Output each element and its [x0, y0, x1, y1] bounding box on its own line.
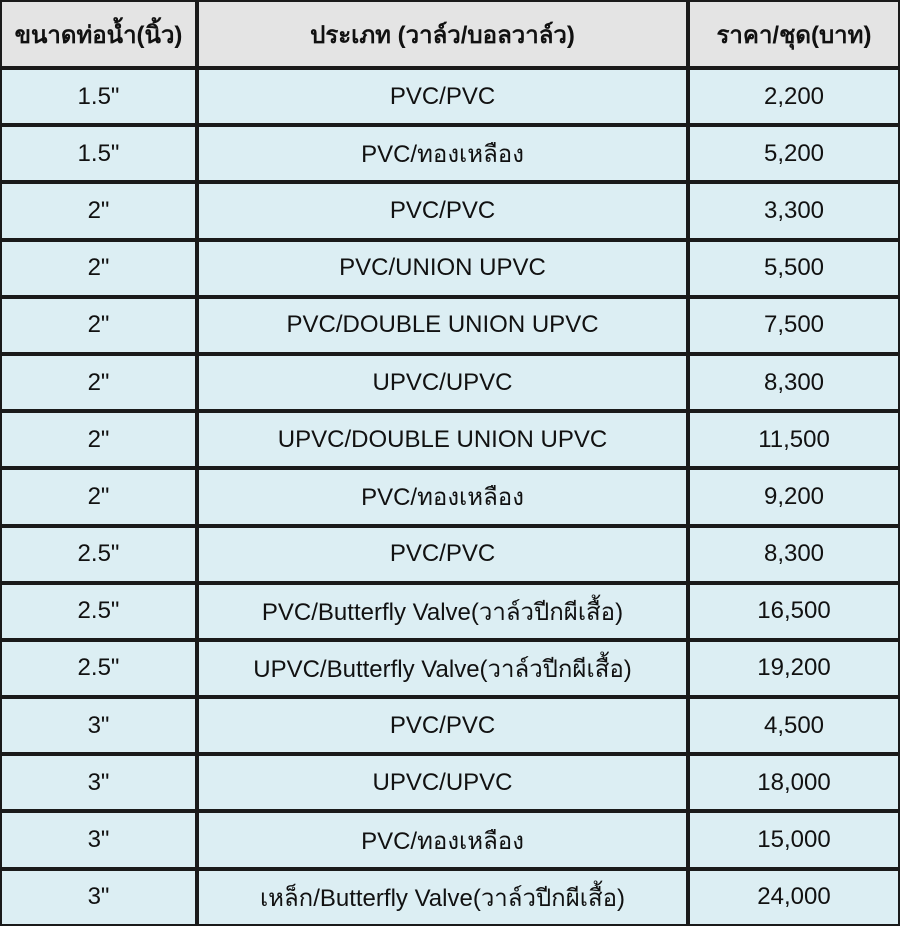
valve-type-cell: UPVC/UPVC	[197, 754, 688, 811]
valve-type-cell: PVC/UNION UPVC	[197, 240, 688, 297]
price-cell: 19,200	[688, 640, 900, 697]
valve-type-cell: PVC/ทองเหลือง	[197, 811, 688, 868]
pipe-size-cell: 3"	[0, 697, 197, 754]
valve-type-cell: PVC/ทองเหลือง	[197, 125, 688, 182]
table-row	[0, 811, 900, 868]
table-row	[0, 869, 900, 926]
price-cell: 16,500	[688, 583, 900, 640]
valve-type-cell: PVC/ทองเหลือง	[197, 468, 688, 525]
pipe-size-cell: 3"	[0, 754, 197, 811]
pipe-size-cell: 3"	[0, 811, 197, 868]
pipe-size-cell: 2"	[0, 240, 197, 297]
header-pipe-size: ขนาดท่อน้ำ(นิ้ว)	[0, 0, 197, 68]
table-row	[0, 697, 900, 754]
valve-type-cell: UPVC/UPVC	[197, 354, 688, 411]
pipe-size-cell: 2"	[0, 297, 197, 354]
price-cell: 24,000	[688, 869, 900, 926]
price-cell: 8,300	[688, 354, 900, 411]
valve-type-cell: PVC/PVC	[197, 68, 688, 125]
pipe-size-cell: 2.5"	[0, 583, 197, 640]
valve-type-cell: PVC/PVC	[197, 697, 688, 754]
price-cell: 3,300	[688, 182, 900, 239]
table-row	[0, 468, 900, 525]
price-cell: 2,200	[688, 68, 900, 125]
price-cell: 5,200	[688, 125, 900, 182]
price-cell: 7,500	[688, 297, 900, 354]
pipe-size-cell: 1.5"	[0, 125, 197, 182]
pipe-size-cell: 2"	[0, 182, 197, 239]
table-row	[0, 354, 900, 411]
table-row	[0, 640, 900, 697]
pipe-size-cell: 2"	[0, 411, 197, 468]
price-cell: 15,000	[688, 811, 900, 868]
table-row	[0, 754, 900, 811]
table-row	[0, 411, 900, 468]
table-row	[0, 240, 900, 297]
table-row	[0, 125, 900, 182]
price-cell: 9,200	[688, 468, 900, 525]
pipe-size-cell: 2"	[0, 468, 197, 525]
table-row	[0, 68, 900, 125]
valve-type-cell: เหล็ก/Butterfly Valve(วาล์วปีกผีเสื้อ)	[197, 869, 688, 926]
table-row	[0, 297, 900, 354]
table-body	[0, 68, 900, 926]
valve-type-cell: PVC/PVC	[197, 182, 688, 239]
valve-type-cell: PVC/PVC	[197, 526, 688, 583]
pipe-size-cell: 3"	[0, 869, 197, 926]
valve-type-cell: PVC/DOUBLE UNION UPVC	[197, 297, 688, 354]
pipe-size-cell: 2"	[0, 354, 197, 411]
price-cell: 8,300	[688, 526, 900, 583]
valve-type-cell: UPVC/Butterfly Valve(วาล์วปีกผีเสื้อ)	[197, 640, 688, 697]
table-header-row	[0, 0, 900, 68]
header-price-per-set: ราคา/ชุด(บาท)	[688, 0, 900, 68]
table-row	[0, 583, 900, 640]
pipe-size-cell: 2.5"	[0, 526, 197, 583]
pipe-size-cell: 2.5"	[0, 640, 197, 697]
valve-type-cell: UPVC/DOUBLE UNION UPVC	[197, 411, 688, 468]
price-cell: 11,500	[688, 411, 900, 468]
table-row	[0, 182, 900, 239]
price-cell: 5,500	[688, 240, 900, 297]
price-cell: 18,000	[688, 754, 900, 811]
header-valve-type: ประเภท (วาล์ว/บอลวาล์ว)	[197, 0, 688, 68]
price-cell: 4,500	[688, 697, 900, 754]
valve-type-cell: PVC/Butterfly Valve(วาล์วปีกผีเสื้อ)	[197, 583, 688, 640]
table-row	[0, 526, 900, 583]
pipe-size-cell: 1.5"	[0, 68, 197, 125]
